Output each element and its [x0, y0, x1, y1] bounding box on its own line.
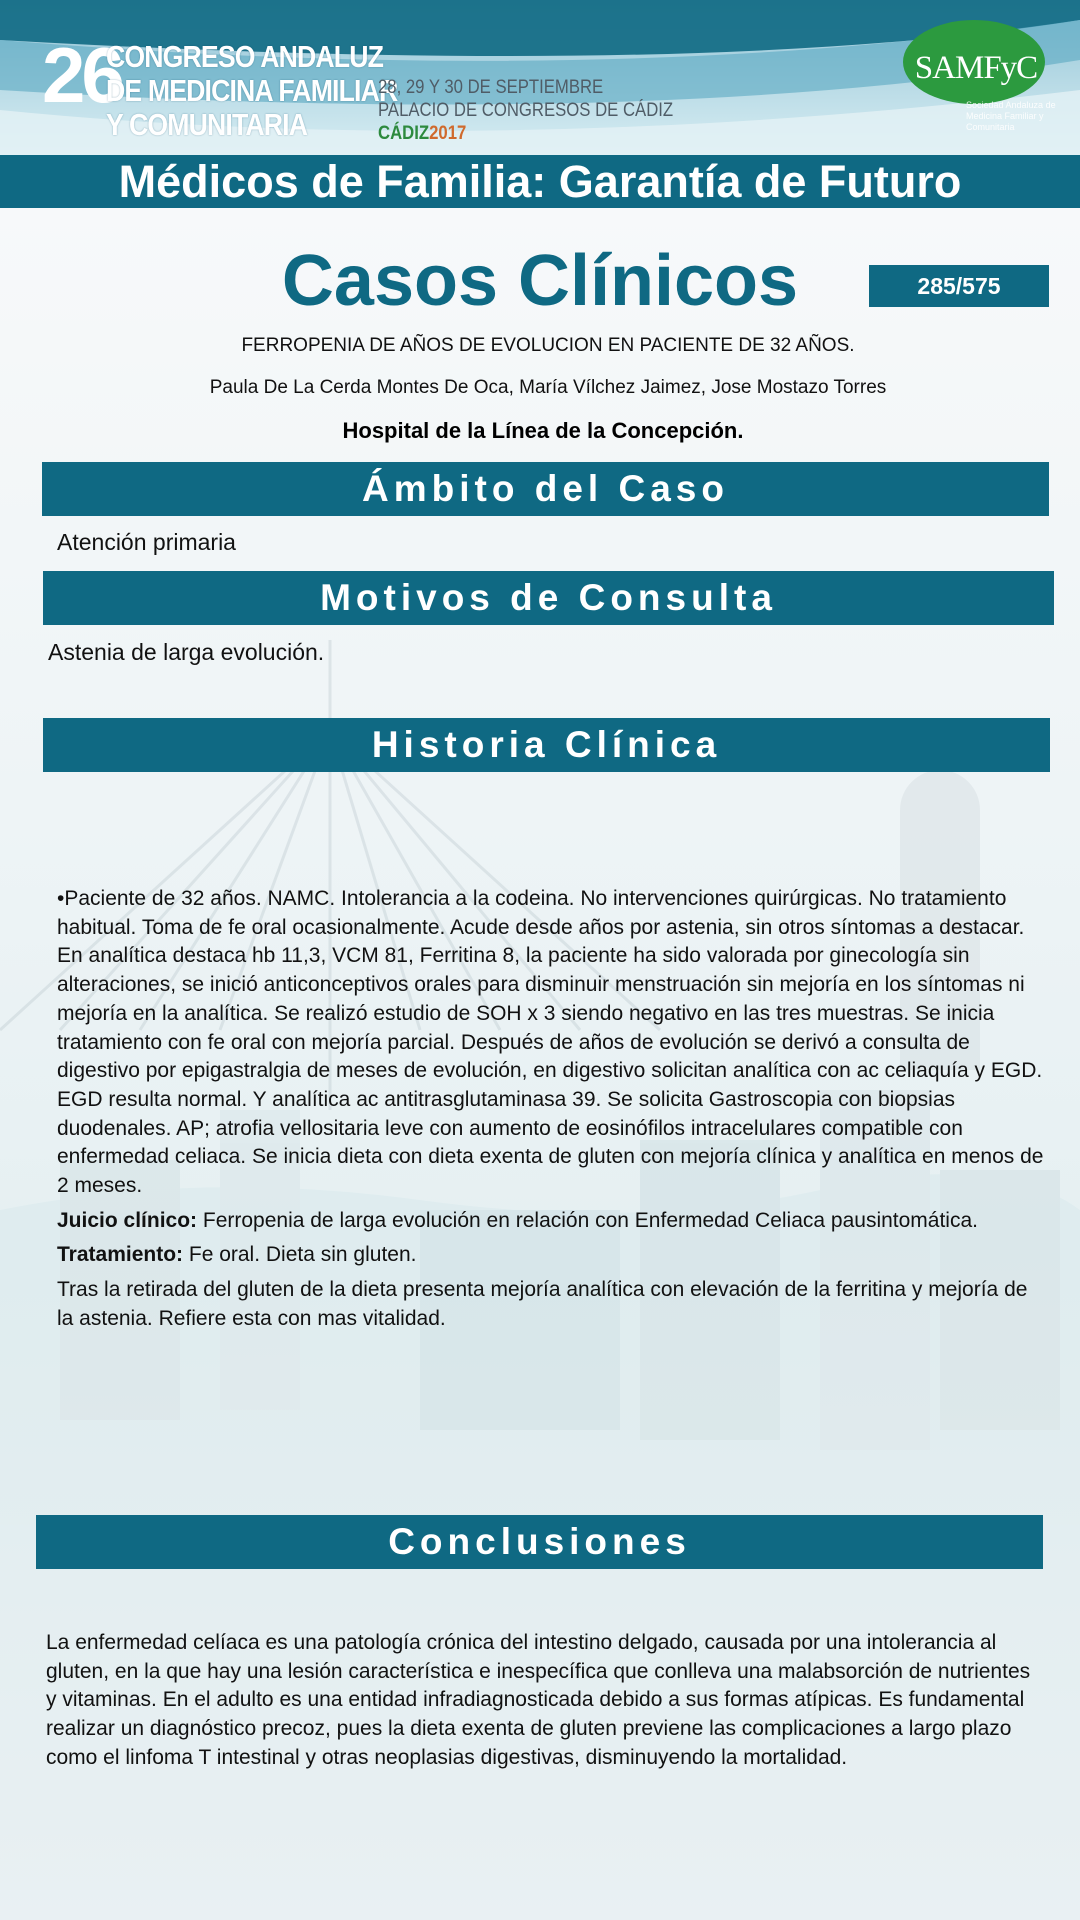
section-heading-motivos: Motivos de Consulta: [43, 571, 1054, 625]
motivos-text: Astenia de larga evolución.: [48, 639, 325, 665]
congress-year: 2017: [429, 123, 467, 144]
juicio-clinico-text: Ferropenia de larga evolución en relación con Enfermedad Celiaca pausintomática.: [197, 1208, 978, 1232]
congress-venue: PALACIO DE CONGRESOS DE CÁDIZ: [378, 100, 674, 121]
evolucion-text: Tras la retirada del gluten de la dieta presenta mejoría analítica con elevación de la ferritina y mejoría de la astenia. Refiere esta con mas vitalidad.: [57, 1278, 1028, 1330]
poster-title: Casos Clínicos: [281, 241, 799, 321]
section-heading-conclusiones: Conclusiones: [36, 1515, 1043, 1569]
authors: Paula De La Cerda Montes De Oca, María Vílchez Jaimez, Jose Mostazo Torres: [209, 377, 887, 398]
juicio-clinico: [57, 1207, 1049, 1236]
tagline: Médicos de Familia: Garantía de Futuro: [118, 156, 962, 207]
case-title: FERROPENIA DE AÑOS DE EVOLUCION EN PACIENTE DE 32 AÑOS.: [241, 335, 855, 356]
samfyc-logo-subtitle: Sociedad Andaluza de Medicina Familiar y Comunitaria: [966, 100, 1056, 132]
congress-dates: 28, 29 Y 30 DE SEPTIEMBRE: [378, 77, 604, 98]
ambito-text: Atención primaria: [57, 529, 236, 555]
hospital: Hospital de la Línea de la Concepción.: [342, 418, 744, 443]
congress-title-line-3: Y COMUNITARIA: [106, 107, 308, 142]
section-heading-historia: Historia Clínica: [43, 718, 1050, 772]
tratamiento-text: Fe oral. Dieta sin gluten.: [183, 1243, 417, 1267]
congress-edition-number: 26: [42, 31, 121, 119]
tratamiento-label: Tratamiento:: [57, 1243, 184, 1267]
samfyc-logo-text: SAMFyC: [914, 50, 1038, 86]
historia-clinica-text: [57, 885, 1049, 1334]
congress-city: CÁDIZ: [378, 123, 430, 144]
congress-title-line-2: DE MEDICINA FAMILIAR: [106, 73, 398, 108]
case-number-badge: 285/575: [869, 265, 1049, 307]
conclusiones-text: La enfermedad celíaca es una patología crónica del intestino delgado, causada por una intolerancia al gluten, en la que hay una lesión característica e inespecífica que conlleva una malabsorción de nutrientes y vitaminas. En el adulto es una entidad infradiagnosticada debido a sus formas atípicas. Es fundamental realizar un diagnóstico precoz, pues la dieta exenta de gluten previene las complicaciones a largo plazo como el linfoma T intestinal y otras neoplasias digestivas, disminuyendo la mortalidad.: [46, 1631, 1031, 1769]
historia-paragraph: •Paciente de 32 años. NAMC. Intolerancia a la codeina. No intervenciones quirúrgicas. No tratamiento habitual. Toma de fe oral ocasionalmente. Acude desde años por astenia, sin otros síntomas a destacar. En analítica destaca hb 11,3, VCM 81, Ferritina 8, la paciente ha sido valorada por ginecología sin alteraciones, se inició anticonceptivos orales para disminuir menstruación sin mejoría en los síntomas ni mejoría en la analítica. Se realizó estudio de SOH x 3 siendo negativo en las tres muestras. Se inicia tratamiento con fe oral con mejoría parcial. Después de años de evolución se derivó a consulta de digestivo por epigastralgia de meses de evolución, en digestivo solicitan analítica con ac celiaquía y EGD. EGD resulta normal. Y analítica ac antitrasglutaminasa 39. Se solicita Gastroscopia con biopsias duodenales. AP; atrofia vellositaria leve con aumento de eosinófilos intracelulares compatible con enfermedad celiaca. Se inicia dieta con dieta exenta de gluten con mejoría clínica y analítica en menos de 2 meses.: [57, 887, 1044, 1198]
congress-title-line-1: CONGRESO ANDALUZ: [106, 39, 384, 74]
juicio-clinico-label: Juicio clínico:: [57, 1208, 198, 1232]
tratamiento: [57, 1241, 1049, 1270]
section-heading-ambito: Ámbito del Caso: [42, 462, 1049, 516]
